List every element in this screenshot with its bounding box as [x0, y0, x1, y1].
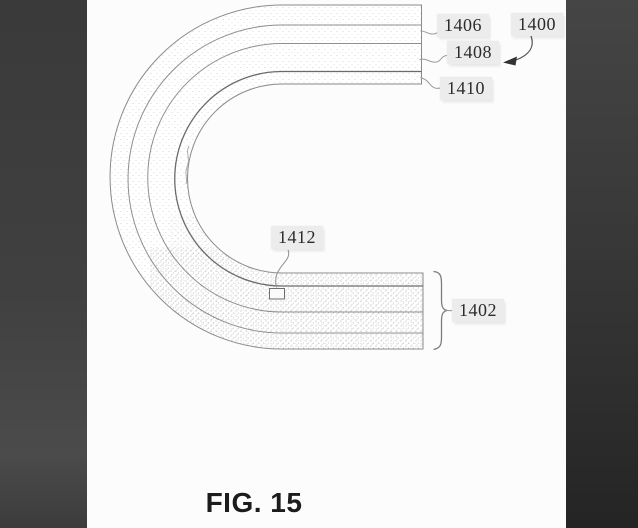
- ref-label-1402: 1402: [452, 299, 504, 322]
- leader-1408: [420, 55, 449, 62]
- ref-label-1406: 1406: [437, 14, 489, 37]
- ref-label-1410: 1410: [440, 77, 492, 100]
- ref-label-1400: 1400: [511, 13, 563, 36]
- letterbox-left: [0, 0, 87, 528]
- figure-caption: FIG. 15: [205, 487, 303, 518]
- ref-label-1412: 1412: [271, 226, 323, 249]
- leader-1410: [421, 77, 441, 88]
- letterbox-right: [566, 0, 638, 528]
- ref-label-1408: 1408: [447, 41, 499, 64]
- pointer-arrowhead-1400: [503, 57, 517, 66]
- pointer-arrow-1400-shaft: [516, 36, 532, 60]
- component-marker-1412: [270, 289, 285, 300]
